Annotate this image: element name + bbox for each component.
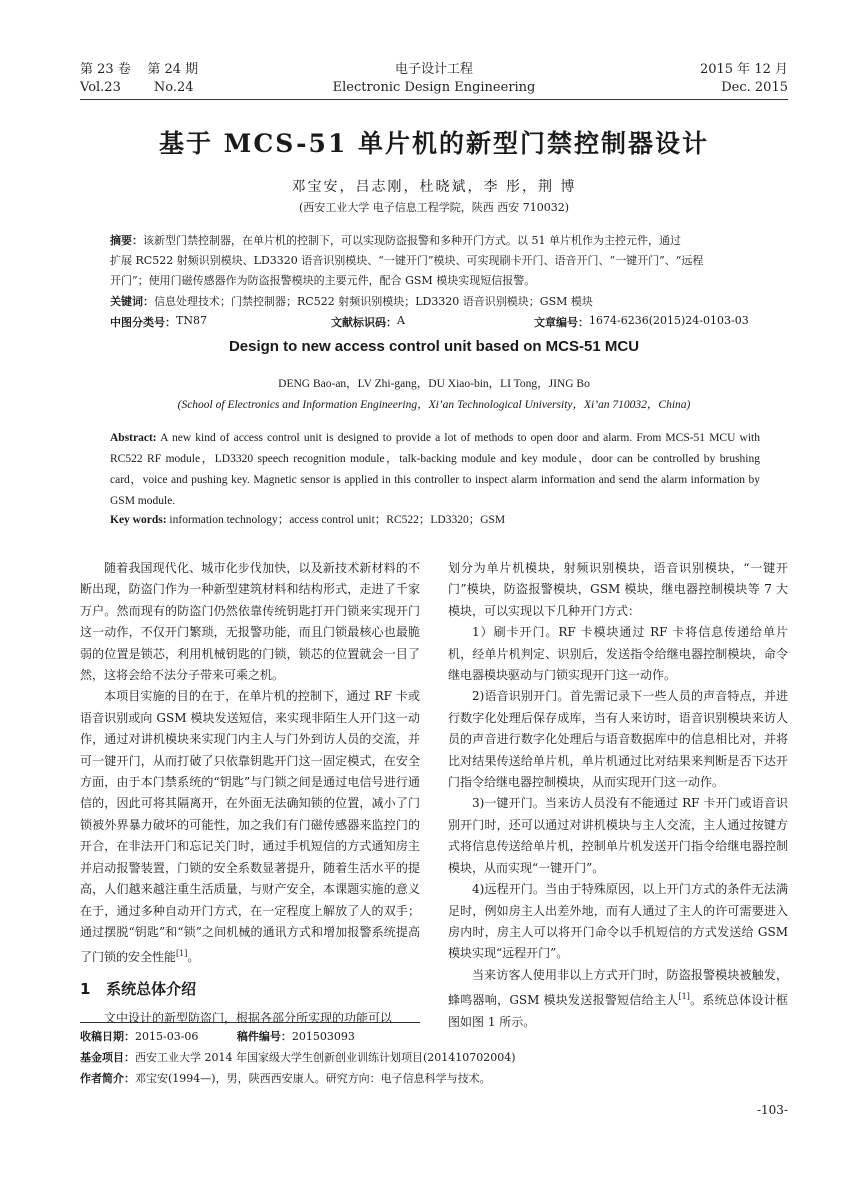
paper-title: 基于 MCS-51 单片机的新型门禁控制器设计 <box>158 129 710 158</box>
issue-cn: 第 24 期 <box>147 62 199 77</box>
authors-cn: 邓宝安，吕志刚，杜晓斌，李 彤，荆 博 <box>291 179 577 195</box>
volume-en: Vol.23 <box>80 80 121 95</box>
abstract-cn <box>110 231 760 291</box>
header-rule <box>80 99 788 100</box>
journal-en: Electronic Design Engineering <box>332 80 536 95</box>
english-abstract-text: A new kind of access control unit is designed to provide a lot of methods to open door and alarm. From MCS-51 MCU with RC522 RF module，LD3320 speech recognition module，talk-backing module and key module，door can be controlled by brushing card，voice and pushing key. Magnetic sensor is applied in this controller to inspect alarm information and send the alarm information by GSM module. <box>110 432 761 507</box>
author-bio <box>80 1070 788 1086</box>
english-keywords-label: Key words: <box>110 514 167 526</box>
paragraph-end: 。 <box>187 950 200 965</box>
paragraph-text: 本项目实施的目的在于，在单片机的控制下，通过 RF 卡或语音识别或向 GSM 模块发送短信，来实现非陌生人开门这一动作，通过对讲机模块来实现门内主人与门外到访人员的交流，并可一键开门，从而打破了只依靠钥匙开门这一固定模式，在安全方面，由于本门禁系统的“钥匙”与门锁之间是通过电信号进行通信的，因此可将其隔离开，在外面无法确知锁的位置，减小了门锁被外界暴力破坏的可能性，加之我们有门磁传感器来监控门的开合，在非法开门和忘记关门时，通过手机短信的方式通知房主并启动报警装置，门锁的安全系数显著提升，随着生活水平的提高，人们越来越注重生活质量，与财产安全，本课题实施的意义在于，通过多种自动开门方式，在一定程度上解放了人的双手；通过摆脱“钥匙”和“锁”之间机械的通讯方式和增加报警系统提高了门锁的安全性能 <box>80 689 420 965</box>
volume-cn: 第 23 卷 <box>80 62 131 77</box>
english-abstract <box>110 428 760 512</box>
abstract-line: 该新型门禁控制器，在单片机的控制下，可以实现防盗报警和多种开门方式。以 51 单片机作为主控元件，通过 <box>143 234 681 247</box>
list-item: 2)语音识别开门。首先需记录下一些人员的声音特点，并进行数字化处理后保存成库，当有人来访时，语音识别模块来访人员的声音进行数字化处理后与语音数据库中的信息相比对，并将比对结果传送给单片机，单片机通过比对结果来判断是否下达开门指令给继电器控制模块，从而实现开门这一动作。 <box>448 689 788 790</box>
clc-number <box>110 314 207 330</box>
bio-label: 作者简介： <box>80 1072 135 1085</box>
doc-code <box>331 314 405 330</box>
received-value: 2015-03-06 <box>135 1030 199 1043</box>
manuscript-value: 201503093 <box>291 1030 355 1043</box>
keywords-text: 信息处理技术；门禁控制器；RC522 射频识别模块；LD3320 语音识别模块；GSM 模块 <box>154 295 593 308</box>
english-affiliation: (School of Electronics and Information Engineering，Xi’an Technological University，Xi’an 710032，China) <box>177 399 691 411</box>
left-column <box>80 558 420 1030</box>
header-volume <box>80 61 198 97</box>
abstract-line: 扩展 RC522 射频识别模块、LD3320 语音识别模块、“一键开门”模块、可实现刷卡开门、语音开门、“一键开门”、“远程 <box>110 254 704 267</box>
received-date <box>80 1028 420 1044</box>
body-paragraph <box>80 686 420 968</box>
english-keywords <box>110 511 760 527</box>
keywords-label: 关键词： <box>110 295 154 308</box>
issue-en: No.24 <box>153 80 194 95</box>
citation: [1] <box>176 949 188 959</box>
paragraph-end: 。系统总体设计框图如图 1 所示。 <box>448 993 788 1029</box>
english-keywords-text: information technology；access control unit；RC522；LD3320；GSM <box>169 514 506 526</box>
clc-label: 中图分类号： <box>110 316 176 329</box>
body-paragraph: 随着我国现代化、城市化步伐加快，以及新技术新材料的不断出现，防盗门作为一种新型建筑材料和结构形式，走进了千家万户。然而现有的防盗门仍然依靠传统钥匙打开门锁来实现开门这一动作，不仅开门繁琐，无报警功能，而且门锁最核心也最脆弱的位置是锁芯，利用机械钥匙的门锁，锁芯的位置就会一目了然，这将会给不法分子带来可乘之机。 <box>80 561 420 683</box>
article-value: 1674-6236(2015)24-0103-03 <box>589 314 749 327</box>
list-item: 1）刷卡开门。RF 卡模块通过 RF 卡将信息传递给单片机，经单片机判定、识别后，发送指令给继电器控制模块，命令继电器模块驱动与门锁实现开门这一动作。 <box>448 625 788 683</box>
fund-value: 西安工业大学 2014 年国家级大学生创新创业训练计划项目(201410702004) <box>135 1051 516 1064</box>
citation: [1] <box>678 992 690 1002</box>
page-number: -103- <box>756 1103 788 1117</box>
journal-cn: 电子设计工程 <box>394 62 473 77</box>
article-number <box>534 314 749 330</box>
paragraph-text: 当来访客人使用非以上方式开门时，防盗报警模块被触发，蜂鸣器响，GSM 模块发送报警短信给主人 <box>448 967 788 1008</box>
english-title: Design to new access control unit based on MCS-51 MCU <box>228 338 640 355</box>
keywords-cn <box>110 292 760 312</box>
doc-value: A <box>397 314 405 327</box>
doc-label: 文献标识码： <box>331 316 397 329</box>
header-date <box>620 61 788 97</box>
abstract-line: 开门”；使用门磁传感器作为防盗报警模块的主要元件，配合 GSM 模块实现短信报警。 <box>110 274 536 287</box>
fund-label: 基金项目： <box>80 1051 135 1064</box>
bio-value: 邓宝安(1994—)，男，陕西西安康人。研究方向：电子信息科学与技术。 <box>135 1072 491 1085</box>
footnote-rule <box>80 1022 420 1023</box>
received-label: 收稿日期： <box>80 1030 135 1043</box>
clc-value: TN87 <box>176 314 207 327</box>
header-journal <box>300 61 568 97</box>
abstract-label: 摘要： <box>110 234 143 247</box>
body-paragraph <box>448 965 788 1033</box>
list-item: 3)一键开门。当来访人员没有不能通过 RF 卡开门或语音识别开门时，还可以通过对讲机模块与主人交流，主人通过按键方式将信息传送给单片机，控制单片机发送开门指令给继电器控制模块，从而实现“一键开门”。 <box>448 796 788 875</box>
article-label: 文章编号： <box>534 316 589 329</box>
english-abstract-label: Abstract: <box>110 432 157 444</box>
list-item: 4)远程开门。当由于特殊原因，以上开门方式的条件无法满足时，例如房主人出差外地，而有人通过了主人的许可需要进入房内时，房主人可以将开门命令以手机短信的方式发送给 GSM 模块实现“远程开门”。 <box>448 882 788 961</box>
english-authors: DENG Bao-an，LV Zhi-gang，DU Xiao-bin，LI Tong，JING Bo <box>278 378 590 390</box>
section-heading <box>80 979 420 1000</box>
manuscript-label: 稿件编号： <box>236 1030 292 1043</box>
section-title: 系统总体介绍 <box>106 979 197 998</box>
fund-note <box>80 1049 788 1065</box>
date-cn: 2015 年 12 月 <box>699 62 788 77</box>
section-number: 1 <box>80 979 91 998</box>
classification-line <box>110 314 760 332</box>
body-paragraph: 文中设计的新型防盗门，根据各部分所实现的功能可以 <box>104 1011 393 1026</box>
affiliation-cn: (西安工业大学 电子信息工程学院，陕西 西安 710032) <box>298 201 570 214</box>
right-column <box>448 558 788 1033</box>
date-en: Dec. 2015 <box>721 80 788 95</box>
body-paragraph: 划分为单片机模块，射频识别模块，语音识别模块，“一键开门”模块，防盗报警模块，GSM 模块，继电器控制模块等 7 大模块，可以实现以下几种开门方式： <box>448 561 788 618</box>
